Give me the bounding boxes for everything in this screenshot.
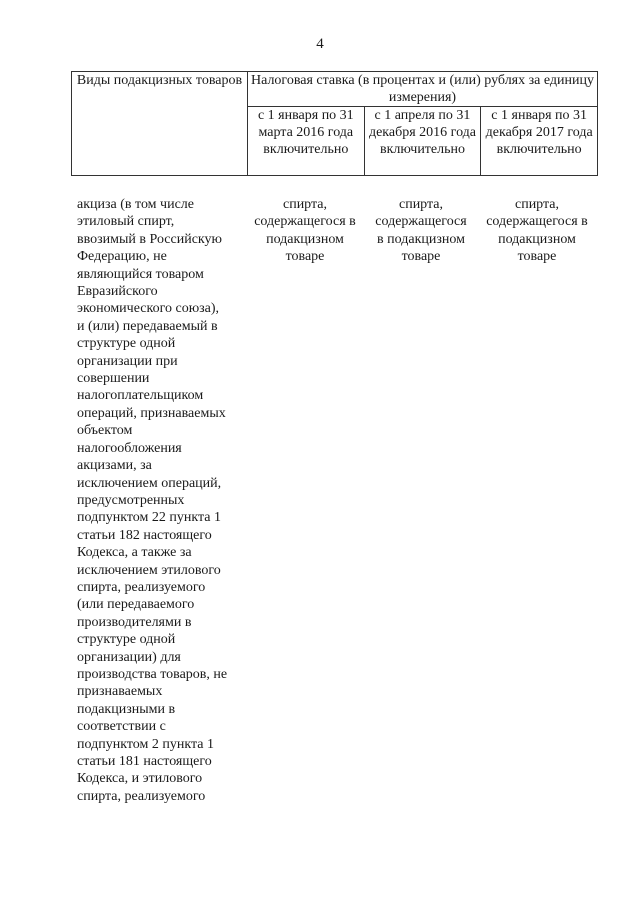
goods-line: этиловый спирт,: [77, 214, 175, 230]
rate-line: содержащегося: [375, 214, 467, 230]
goods-line: структуре одной: [77, 632, 176, 648]
goods-line: исключением этилового: [77, 562, 221, 578]
goods-line: статьи 181 настоящего: [77, 754, 212, 769]
tax-rate-table: [71, 71, 598, 176]
goods-line: предусмотренных: [77, 492, 185, 508]
goods-line: структуре одной: [77, 336, 176, 352]
goods-line: Кодекса, и этилового: [77, 771, 203, 787]
goods-line: признаваемых: [77, 684, 163, 700]
goods-line: организации при: [77, 353, 178, 369]
goods-line: Федерацию, не: [77, 249, 167, 265]
rate-line: спирта,: [398, 197, 444, 212]
goods-line: акциза (в том числе: [77, 197, 194, 212]
goods-line: операций, признаваемых: [77, 405, 226, 421]
rate-cell-period-2: [363, 196, 479, 266]
rate-line: подакцизном: [266, 231, 344, 247]
rate-line: спирта,: [514, 197, 560, 212]
goods-line: производителями в: [77, 614, 192, 630]
goods-line: спирта, реализуемого: [77, 788, 206, 804]
header-period-2: с 1 апреля по 31 декабря 2016 года включительно: [364, 107, 481, 176]
goods-line: (или передаваемого: [77, 597, 195, 613]
goods-line: и (или) передаваемый в: [77, 318, 218, 334]
goods-line: производства товаров, не: [77, 666, 228, 682]
header-period-3: с 1 января по 31 декабря 2017 года включительно: [481, 107, 598, 176]
page-number: 4: [316, 36, 324, 52]
goods-line: Кодекса, а также за: [77, 545, 192, 561]
table-header-row-1: [72, 72, 598, 107]
rate-line: содержащегося в: [254, 214, 356, 230]
rate-line: товаре: [285, 249, 325, 265]
rate-line: в подакцизном: [377, 231, 465, 247]
goods-line: подпунктом 2 пункта 1: [77, 736, 214, 752]
rate-line: спирта,: [282, 197, 328, 212]
goods-line: исключением операций,: [77, 475, 222, 491]
rate-cell-period-1: [247, 196, 363, 266]
rate-line: товаре: [517, 249, 557, 265]
goods-description: [77, 196, 247, 805]
goods-line: Евразийского: [77, 284, 158, 300]
header-tax-rate: Налоговая ставка (в процентах и (или) рублях за единицу измерения): [248, 72, 598, 107]
rate-cell-period-3: [479, 196, 595, 266]
goods-line: статьи 182 настоящего: [77, 527, 212, 543]
rate-line: содержащегося в: [486, 214, 588, 230]
goods-line: налогоплательщиком: [77, 388, 204, 404]
goods-line: совершении: [77, 371, 150, 387]
rate-line: товаре: [401, 249, 441, 265]
goods-line: подпунктом 22 пункта 1: [77, 510, 221, 526]
header-period-1: с 1 января по 31 марта 2016 года включительно: [248, 107, 365, 176]
goods-line: ввозимый в Российскую: [77, 231, 222, 247]
header-goods-types: Виды подакцизных товаров: [72, 72, 248, 176]
rate-line: подакцизном: [498, 231, 576, 247]
goods-line: подакцизными в: [77, 701, 176, 717]
goods-line: акцизами, за: [77, 458, 152, 474]
goods-line: организации) для: [77, 649, 181, 665]
goods-line: соответствии с: [77, 719, 166, 735]
goods-line: спирта, реализуемого: [77, 579, 206, 595]
goods-line: налогообложения: [77, 440, 182, 456]
goods-line: объектом: [77, 423, 133, 439]
goods-line: экономического союза),: [77, 301, 220, 317]
goods-line: являющийся товаром: [77, 266, 204, 282]
